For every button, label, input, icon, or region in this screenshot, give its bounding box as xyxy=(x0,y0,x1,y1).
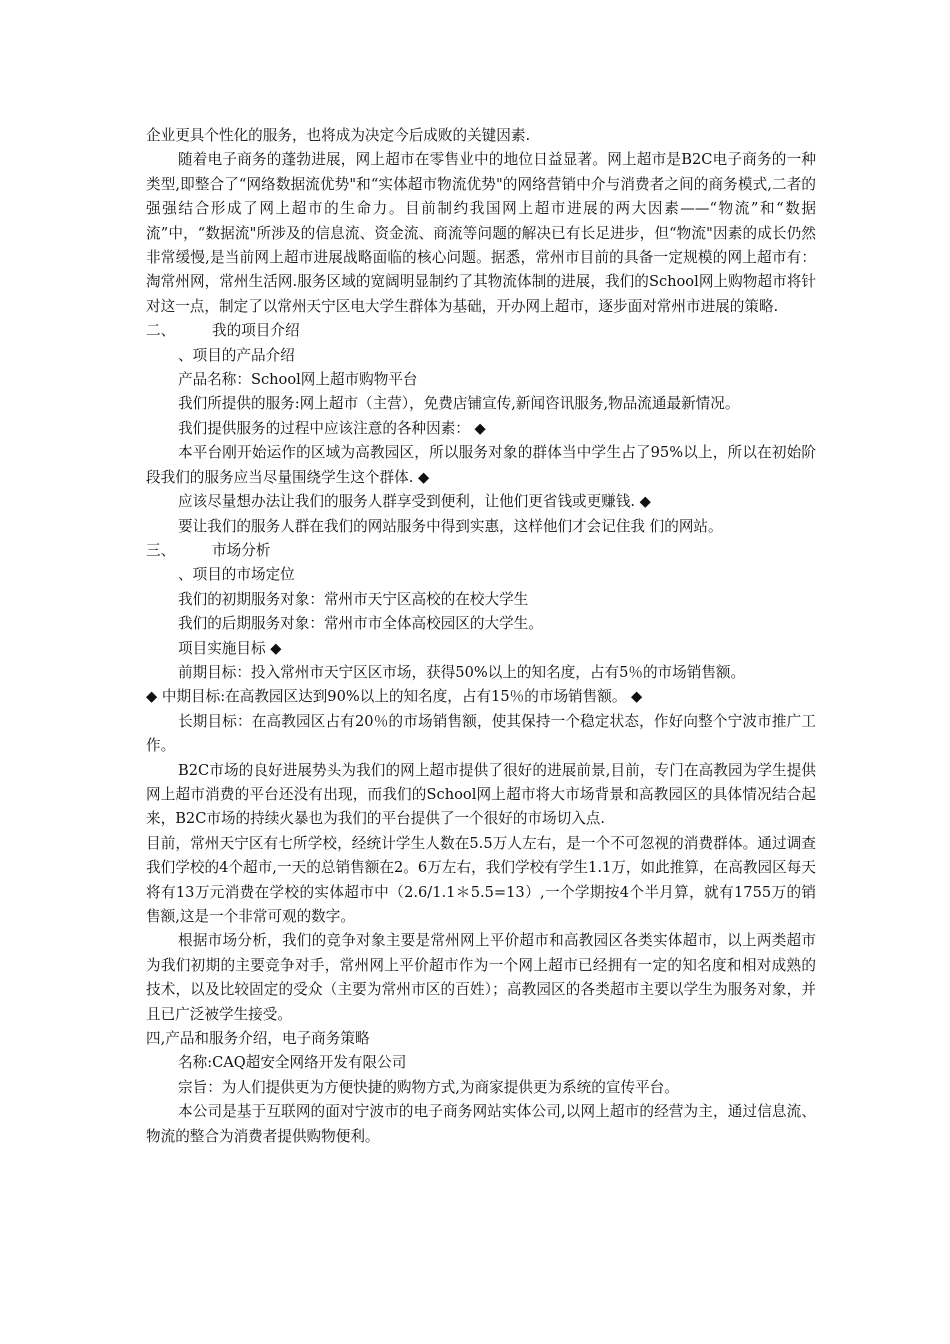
company-name: 名称:CAQ超安全网络开发有限公司 xyxy=(178,1054,407,1072)
factor-item: 要让我们的服务人群在我们的网站服务中得到实惠，这样他们才会记住我 们的网站。 xyxy=(178,517,723,535)
goal-item: 前期目标：投入常州市天宁区区市场，获得50%以上的知名度，占有5％的市场销售额。 xyxy=(178,663,746,681)
goal-item: ◆ 中期目标:在高教园区达到90%以上的知名度，占有15％的市场销售额。 ◆ xyxy=(146,688,643,706)
goals-heading: 项目实施目标 ◆ xyxy=(178,639,282,657)
section-number: 二、 xyxy=(146,322,176,340)
company-about: 本公司是基于互联网的面对宁波市的电子商务网站实体公司,以网上超市的经营为主，通过信息流、物流的整合为消费者提供购物便利。 xyxy=(146,1103,816,1145)
company-aim: 宗旨：为人们提供更为方便快捷的购物方式,为商家提供更为系统的宣传平台。 xyxy=(178,1078,679,1096)
subsection-title: 、项目的产品介绍 xyxy=(178,346,295,364)
factor-item: 本平台刚开始运作的区域为高教园区，所以服务对象的群体当中学生占了95%以上，所以在初始阶段我们的服务应当尽量围绕学生这个群体. ◆ xyxy=(146,444,816,486)
section-number: 三、 xyxy=(146,541,176,559)
section-heading-4: 四,产品和服务介绍，电子商务策略 xyxy=(146,1030,370,1048)
product-name: 产品名称：School网上超市购物平台 xyxy=(178,371,418,389)
services-line: 我们所提供的服务:网上超市（主营），免费店铺宣传,新闻咨讯服务,物品流通最新情况。 xyxy=(178,395,740,413)
paragraph-b2c: B2C市场的良好进展势头为我们的网上超市提供了很好的进展前景,目前，专门在高教园为学生提供网上超市消费的平台还没有出现，而我们的School网上超市将大市场背景和高教园区的具体情况结合起来，B2C市场的持续火暴也为我们的平台提供了一个很好的市场切入点. xyxy=(146,761,816,828)
section-title: 我的项目介绍 xyxy=(212,322,300,340)
paragraph-competition: 根据市场分析，我们的竞争对象主要是常州网上平价超市和高教园区各类实体超市，以上两类超市为我们初期的主要竞争对手，常州网上平价超市作为一个网上超市已经拥有一定的知名度和相对成熟的技术，以及比较固定的受众（主要为常州市区的百姓）；高教园区的各类超市主要以学生为服务对象，并且已广泛被学生接受。 xyxy=(146,932,816,1023)
later-target: 我们的后期服务对象：常州市市全体高校园区的大学生。 xyxy=(178,615,543,633)
goal-item: 长期目标：在高教园区占有20％的市场销售额，使其保持一个稳定状态，作好向整个宁波市推广工作。 xyxy=(146,712,816,755)
initial-target: 我们的初期服务对象：常州市天宁区高校的在校大学生 xyxy=(178,590,529,608)
paragraph-statistics: 目前，常州天宁区有七所学校，经统计学生人数在5.5万人左右，是一个不可忽视的消费群体。通过调查我们学校的4个超市,一天的总销售额在2。6万左右，我们学校有学生1.1万，如此推算，在高教园区每天将有13万元消费在学校的实体超市中（2.6/1.1＊5.5=13）,一个学期按4个半月算，就有1755万的销售额,这是一个非常可观的数字。 xyxy=(146,834,816,925)
factor-item: 应该尽量想办法让我们的服务人群享受到便利，让他们更省钱或更赚钱. ◆ xyxy=(178,493,651,511)
section-heading-3 xyxy=(146,539,816,563)
factors-line: 我们提供服务的过程中应该注意的各种因素： ◆ xyxy=(178,419,486,437)
paragraph-ecommerce: 随着电子商务的蓬勃进展，网上超市在零售业中的地位日益显著。网上超市是B2C电子商务的一种类型,即整合了“网络数据流优势"和“实体超市物流优势"的网络营销中介与消费者之间的商务模式,二者的强强结合形成了网上超市的生命力。目前制约我国网上超市进展的两大因素——“物流”和“数据流”中，“数据流"所涉及的信息流、资金流、商流等问题的解决已有长足进步，但“物流"因素的成长仍然非常缓慢,是当前网上超市进展战略面临的核心问题。据悉，常州市目前的具备一定规模的网上超市有：淘常州网，常州生活网.服务区域的宽阔明显制约了其物流体制的进展，我们的School网上购物超市将针对这一点，制定了以常州天宁区电大学生群体为基础，开办网上超市，逐步面对常州市进展的策略. xyxy=(146,151,816,315)
paragraph-intro-end: 企业更具个性化的服务，也将成为决定今后成败的关键因素. xyxy=(146,127,531,144)
document-body xyxy=(146,124,816,1149)
section-title: 市场分析 xyxy=(212,541,271,559)
section-heading-2 xyxy=(146,319,816,343)
subsection-title: 、项目的市场定位 xyxy=(178,566,295,584)
